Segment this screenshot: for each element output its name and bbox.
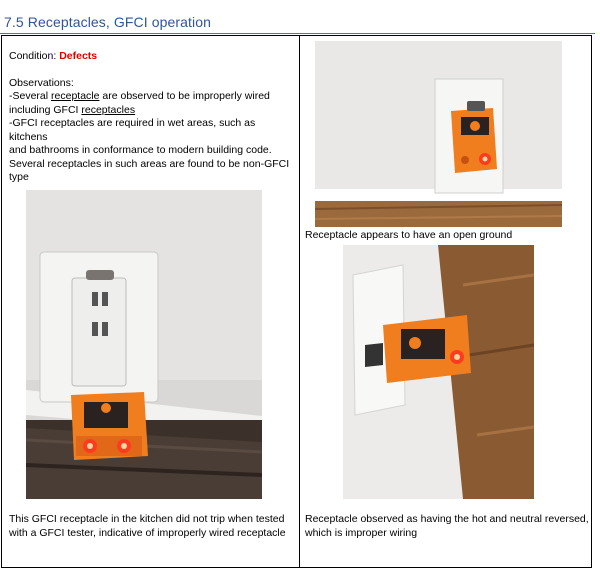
obs-line-2-term: receptacles: [81, 103, 136, 116]
obs-line-5: Several receptacles in such areas are found to be non-GFCI: [9, 157, 290, 170]
open-ground-caption: Receptacle appears to have an open ground: [305, 229, 513, 241]
condition-line: [9, 50, 97, 64]
obs-line-1-suffix: are observed to be improperly wired: [99, 90, 270, 102]
obs-line-1-prefix: -Several: [9, 90, 52, 102]
hot-neutral-reversed-caption: Receptacle observed as having the hot and neutral reversed, which is improper wiring: [305, 513, 589, 539]
column-divider: [299, 36, 300, 567]
obs-line-6: type: [9, 171, 29, 183]
kitchen-gfci-photo: [26, 190, 262, 499]
kitchen-gfci-caption: This GFCI receptacle in the kitchen did not trip when tested with a GFCI tester, indicative of improperly wired receptacle: [9, 513, 286, 539]
section-title: 7.5 Receptacles, GFCI operation: [4, 14, 211, 30]
obs-line-1-term: receptacle: [51, 90, 100, 102]
obs-line-3: -GFCI receptacles are required in wet areas, such as kitchens: [9, 117, 256, 143]
report-table: [1, 35, 592, 568]
title-rule: [0, 33, 595, 34]
condition-status: Defects: [59, 50, 98, 62]
obs-line-4: and bathrooms in conformance to modern building code.: [9, 144, 272, 156]
obs-line-1: [9, 90, 292, 104]
condition-label: Condition:: [9, 50, 60, 62]
open-ground-photo: [315, 41, 562, 227]
hot-neutral-reversed-photo: [343, 245, 534, 499]
obs-line-2-prefix: including GFCI: [9, 103, 82, 116]
observations-heading: Observations:: [9, 77, 74, 89]
observations-text: [9, 90, 292, 185]
obs-line-2: [9, 104, 292, 118]
